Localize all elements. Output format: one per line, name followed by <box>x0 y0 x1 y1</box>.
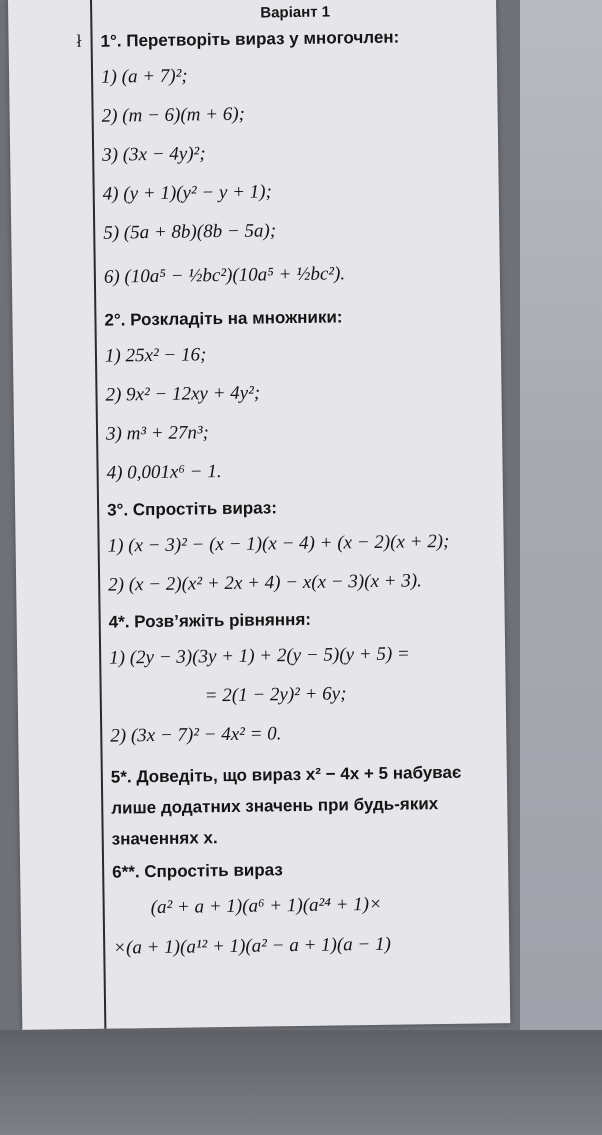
task-4-item: 1) (2y − 3)(3y + 1) + 2(y − 5)(y + 5) = <box>109 643 410 669</box>
page-title: Варіант 1 <box>260 3 331 22</box>
task-1-item: 3) (3x − 4y)²; <box>102 143 206 166</box>
task-2-item: 3) m³ + 27n³; <box>105 422 210 445</box>
task-1-heading: 1°. Перетворіть вираз у многочлен: <box>100 27 400 51</box>
task-1-item: 2) (m − 6)(m + 6); <box>101 103 246 127</box>
task-1-item: 6) (10a⁵ − ½bc²)(10a⁵ + ½bc²). <box>103 263 346 288</box>
table-surface <box>0 1030 602 1135</box>
task-6-expression-line: ×(a + 1)(a¹² + 1)(a² − a + 1)(a − 1) <box>113 933 392 959</box>
task-3-heading: 3°. Спростіть вираз: <box>107 498 278 520</box>
task-1-item: 4) (y + 1)(y² − y + 1); <box>102 181 273 205</box>
task-6-expression-line: (a² + a + 1)(a⁶ + 1)(a²⁴ + 1)× <box>150 893 382 919</box>
task-1-item: 5) (5a + 8b)(8b − 5a); <box>103 220 277 244</box>
task-6-heading: 6**. Спростіть вираз <box>112 860 283 882</box>
task-2-item: 2) 9x² − 12xy + 4y²; <box>105 382 261 406</box>
task-1-item: 1) (a + 7)²; <box>100 65 188 88</box>
task-3-item: 2) (x − 2)(x² + 2x + 4) − x(x − 3)(x + 3). <box>108 570 422 596</box>
task-2-item: 4) 0,001x⁶ − 1. <box>106 461 222 484</box>
task-3-item: 1) (x − 3)² − (x − 1)(x − 4) + (x − 2)(x + 2); <box>107 530 450 557</box>
task-2-heading: 2°. Розкладіть на множники: <box>104 307 343 330</box>
task-4-item-continuation: = 2(1 − 2y)² + 6y; <box>204 683 347 707</box>
task-4-item: 2) (3x − 7)² − 4x² = 0. <box>110 723 282 747</box>
task-4-heading: 4*. Розв’яжіть рівняння: <box>108 609 312 632</box>
pencil-mark-icon: ł <box>76 30 82 52</box>
worksheet-content <box>100 1 503 968</box>
worksheet-page <box>8 0 510 1030</box>
task-2-item: 1) 25x² − 16; <box>104 344 207 367</box>
task-5-statement: 5*. Доведіть, що вираз x² − 4x + 5 набуває лише додатних значень при будь-яких значеннях x. <box>110 762 462 849</box>
